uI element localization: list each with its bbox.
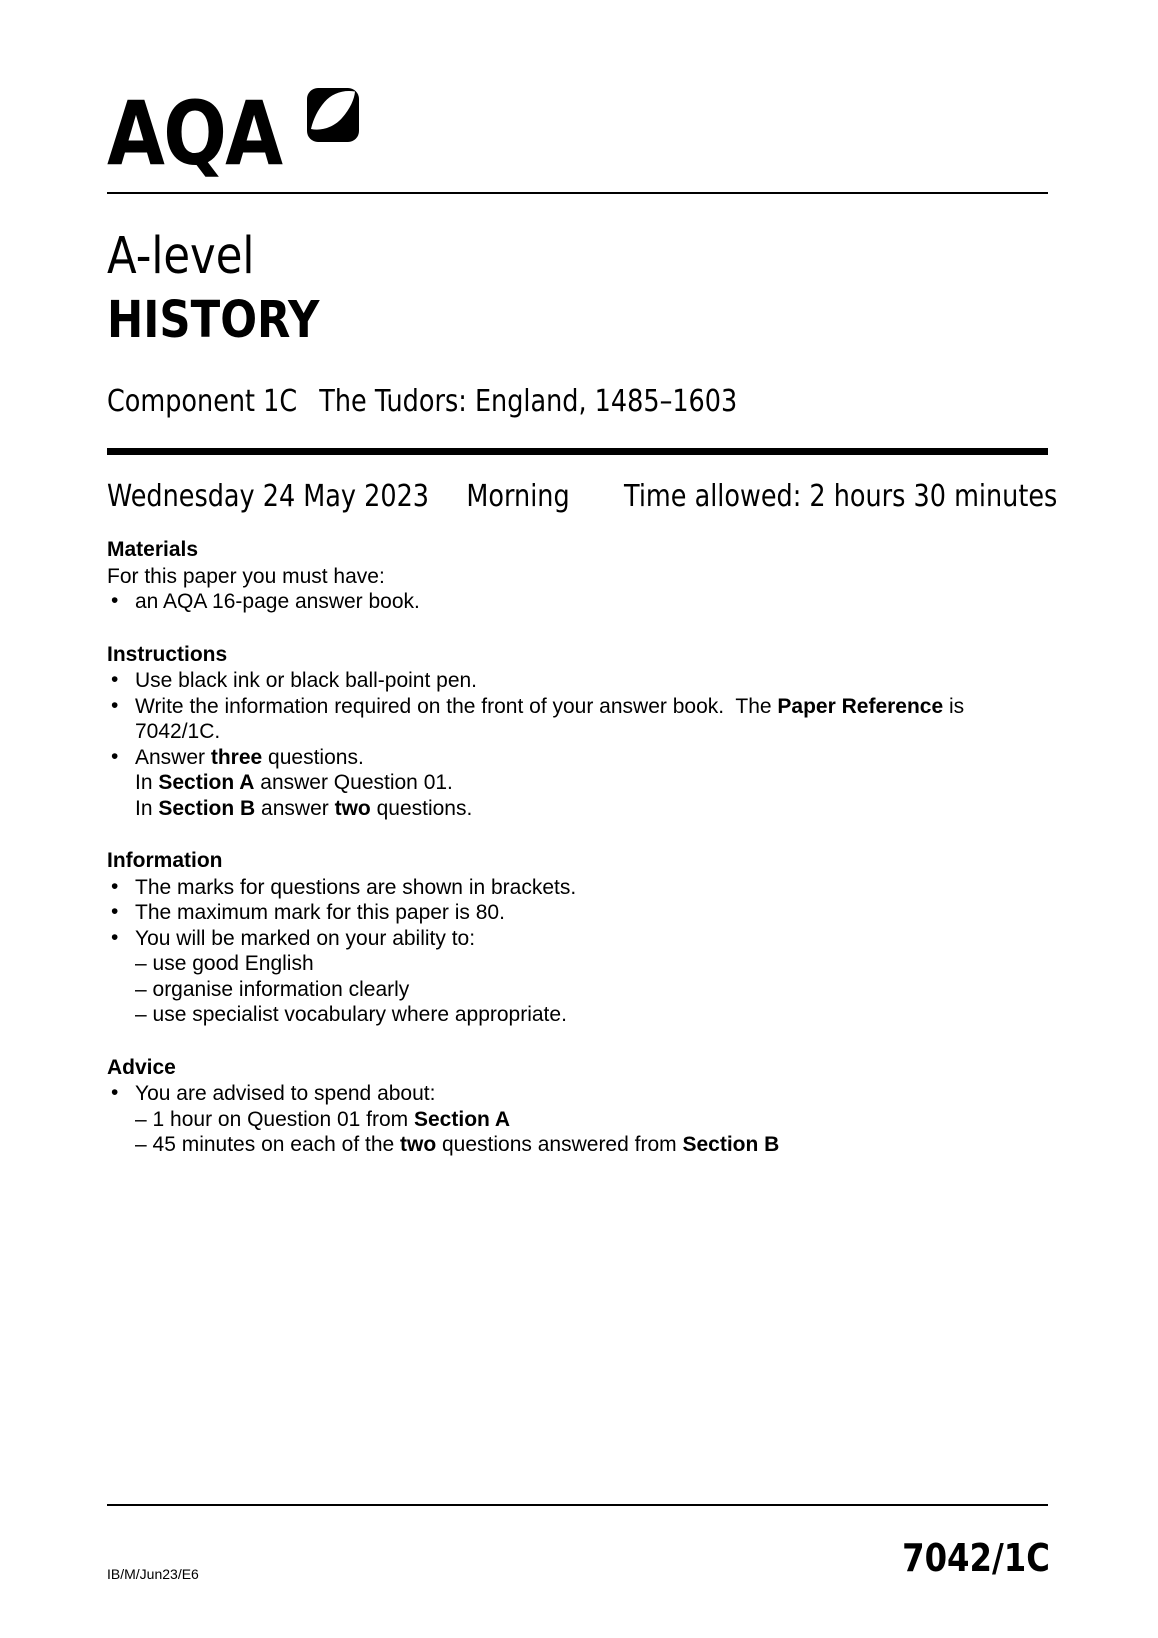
text: The maximum mark for this paper is 80. — [135, 901, 505, 924]
session-date: Wednesday 24 May 2023 — [107, 479, 430, 514]
section-materials — [107, 537, 1048, 615]
text: – 45 minutes on each of the — [135, 1133, 401, 1156]
aqa-leaf-icon — [307, 88, 359, 142]
text: answer — [255, 796, 335, 820]
text-line — [107, 1132, 1048, 1158]
bold-text: Section A — [158, 771, 255, 794]
bullet-marker: • — [111, 589, 119, 612]
bullet-marker: • — [111, 900, 119, 923]
component-code: Component 1C — [107, 384, 298, 419]
aqa-logo — [107, 82, 387, 185]
subject-title: HISTORY — [107, 291, 320, 350]
text-line — [107, 770, 1048, 796]
text: For this paper you must have: — [107, 564, 385, 588]
text: – use specialist vocabulary where appropriate. — [135, 1003, 567, 1026]
session-line — [107, 481, 1057, 513]
front-matter-sections — [107, 537, 1048, 1158]
aqa-logo-text: AQA — [107, 82, 282, 185]
component-line — [107, 386, 737, 418]
text: an AQA 16-page answer book. — [135, 590, 420, 613]
text-line — [107, 1002, 1048, 1028]
bold-text: Section B — [682, 1133, 780, 1156]
text-line — [107, 875, 1048, 901]
section-advice — [107, 1055, 1048, 1158]
text: Answer — [135, 745, 211, 769]
bold-text: Section B — [158, 796, 256, 820]
footer-rule — [107, 1504, 1048, 1506]
text: questions. — [370, 796, 473, 820]
bold-text: Section A — [414, 1107, 511, 1131]
text-line — [107, 926, 1048, 952]
text: questions. — [262, 745, 364, 769]
text: answer Question 01. — [254, 771, 453, 794]
text: questions answered from — [436, 1133, 683, 1156]
bold-text: three — [210, 745, 263, 769]
bullet-marker: • — [111, 1081, 119, 1104]
session-time-allowed: Time allowed: 2 hours 30 minutes — [624, 479, 1058, 514]
text: Write the information required on the front of your answer book. The — [135, 694, 778, 718]
text-line — [107, 1107, 1048, 1133]
qualification-title: A-level — [107, 227, 255, 286]
text: 7042/1C. — [135, 720, 221, 743]
text: Use black ink or black ball-point pen. — [135, 669, 478, 692]
text: The marks for questions are shown in brackets. — [135, 875, 577, 899]
text-line — [107, 951, 1048, 977]
title-rule — [107, 448, 1048, 455]
text: – organise information clearly — [135, 977, 410, 1001]
bullet-marker: • — [111, 925, 119, 949]
section-heading: Advice — [107, 1055, 176, 1079]
text: In — [135, 771, 159, 794]
text: – 1 hour on Question 01 from — [135, 1107, 414, 1131]
text: In — [135, 796, 159, 820]
text-line — [107, 796, 1048, 822]
text: You will be marked on your ability to: — [135, 926, 476, 950]
text-line — [107, 719, 1048, 745]
text-line — [107, 977, 1048, 1003]
text-line — [107, 900, 1048, 926]
session-time-of-day: Morning — [466, 479, 570, 514]
section-heading: Materials — [107, 538, 199, 561]
text-line — [107, 589, 1048, 615]
text-line — [107, 668, 1048, 694]
bold-text: Paper Reference — [777, 694, 944, 718]
text: You are advised to spend about: — [135, 1082, 436, 1105]
text: is — [943, 694, 965, 718]
section-information — [107, 848, 1048, 1028]
bullet-marker: • — [111, 744, 119, 768]
section-heading: Instructions — [107, 642, 228, 666]
text-line — [107, 745, 1048, 771]
bullet-marker: • — [111, 693, 119, 717]
text-line — [107, 694, 1048, 720]
bold-text: two — [334, 796, 371, 820]
text-line — [107, 1081, 1048, 1107]
publication-code: IB/M/Jun23/E6 — [107, 1566, 199, 1582]
section-heading: Information — [107, 849, 223, 872]
bullet-marker: • — [111, 874, 119, 898]
paper-reference-code: 7042/1C — [902, 1536, 1050, 1580]
text: – use good English — [135, 952, 314, 975]
bold-text: two — [400, 1133, 437, 1156]
bullet-marker: • — [111, 668, 119, 691]
section-instructions — [107, 642, 1048, 822]
header-rule — [107, 192, 1048, 194]
text-line — [107, 564, 1048, 590]
component-name: The Tudors: England, 1485–1603 — [319, 384, 738, 419]
